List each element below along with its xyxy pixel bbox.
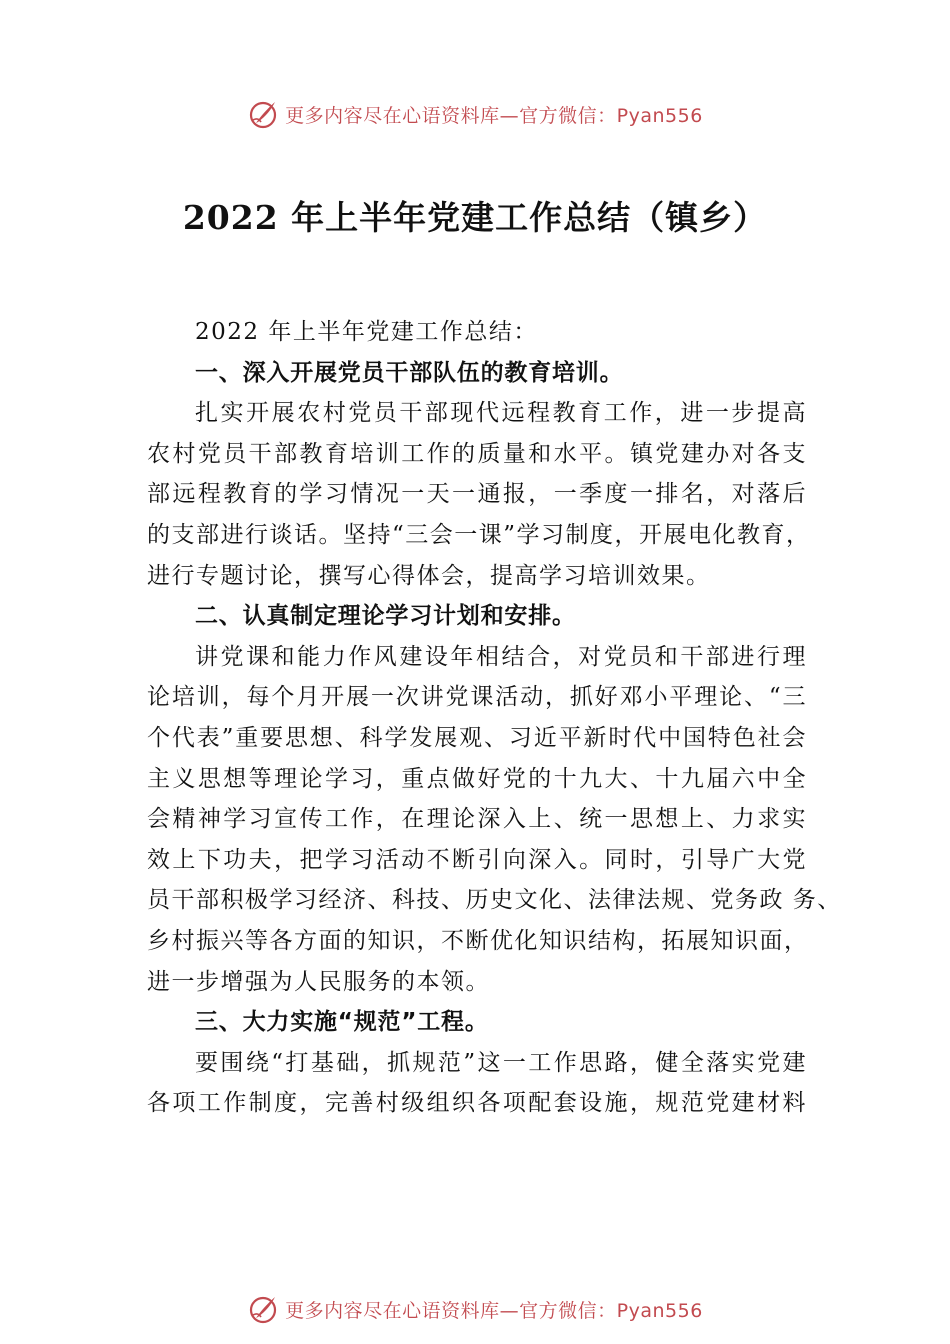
document-body	[147, 312, 842, 1124]
paragraph-first-line: 要围绕“打基础，抓规范”这一工作思路，健全落实党建	[195, 1049, 807, 1076]
body-line: 农村党员干部教育培训工作的质量和水平。镇党建办对各支	[147, 440, 807, 467]
body-line: 论培训，每个月开展一次讲党课活动，抓好邓小平理论、“三	[147, 684, 807, 711]
body-line: 效上下功夫，把学习活动不断引向深入。同时，引导广大党	[147, 846, 807, 873]
section-heading: 三、大力实施“规范”工程。	[195, 1009, 489, 1036]
body-line: 主义思想等理论学习，重点做好党的十九大、十九届六中全	[147, 765, 807, 792]
header-banner	[0, 94, 950, 134]
paragraph-first-line: 扎实开展农村党员干部现代远程教育工作，进一步提高	[195, 400, 807, 427]
body-line: 员干部积极学习经济、科技、历史文化、法律法规、党务政 务、	[147, 887, 842, 914]
quill-seal-icon	[247, 1293, 279, 1325]
body-line: 各项工作制度，完善村级组织各项配套设施，规范党建材料	[147, 1090, 807, 1117]
body-line: 部远程教育的学习情况一天一通报，一季度一排名，对落后	[147, 481, 807, 508]
quill-seal-icon	[247, 98, 279, 130]
body-line: 会精神学习宣传工作，在理论深入上、统一思想上、力求实	[147, 806, 807, 833]
section-heading: 二、认真制定理论学习计划和安排。	[195, 603, 576, 630]
body-line: 个代表”重要思想、科学发展观、习近平新时代中国特色社会	[147, 724, 807, 751]
banner-text: 更多内容尽在心语资料库—官方微信：Pyan556	[285, 1299, 703, 1322]
paragraph-last-line: 进一步增强为人民服务的本领。	[147, 968, 490, 995]
paragraph-first-line: 讲党课和能力作风建设年相结合，对党员和干部进行理	[195, 643, 807, 670]
section-heading: 一、深入开展党员干部队伍的教育培训。	[195, 359, 624, 386]
body-line: 的支部进行谈话。坚持“三会一课”学习制度，开展电化教育，	[147, 521, 811, 548]
document-title: 2022 年上半年党建工作总结（镇乡）	[182, 198, 768, 237]
body-line: 乡村振兴等各方面的知识，不断优化知识结构，拓展知识面，	[147, 927, 809, 954]
intro-line: 2022 年上半年党建工作总结：	[195, 319, 538, 345]
footer-banner	[0, 1289, 950, 1329]
paragraph-last-line: 进行专题讨论，撰写心得体会，提高学习培训效果。	[147, 562, 711, 589]
banner-text: 更多内容尽在心语资料库—官方微信：Pyan556	[285, 104, 703, 127]
